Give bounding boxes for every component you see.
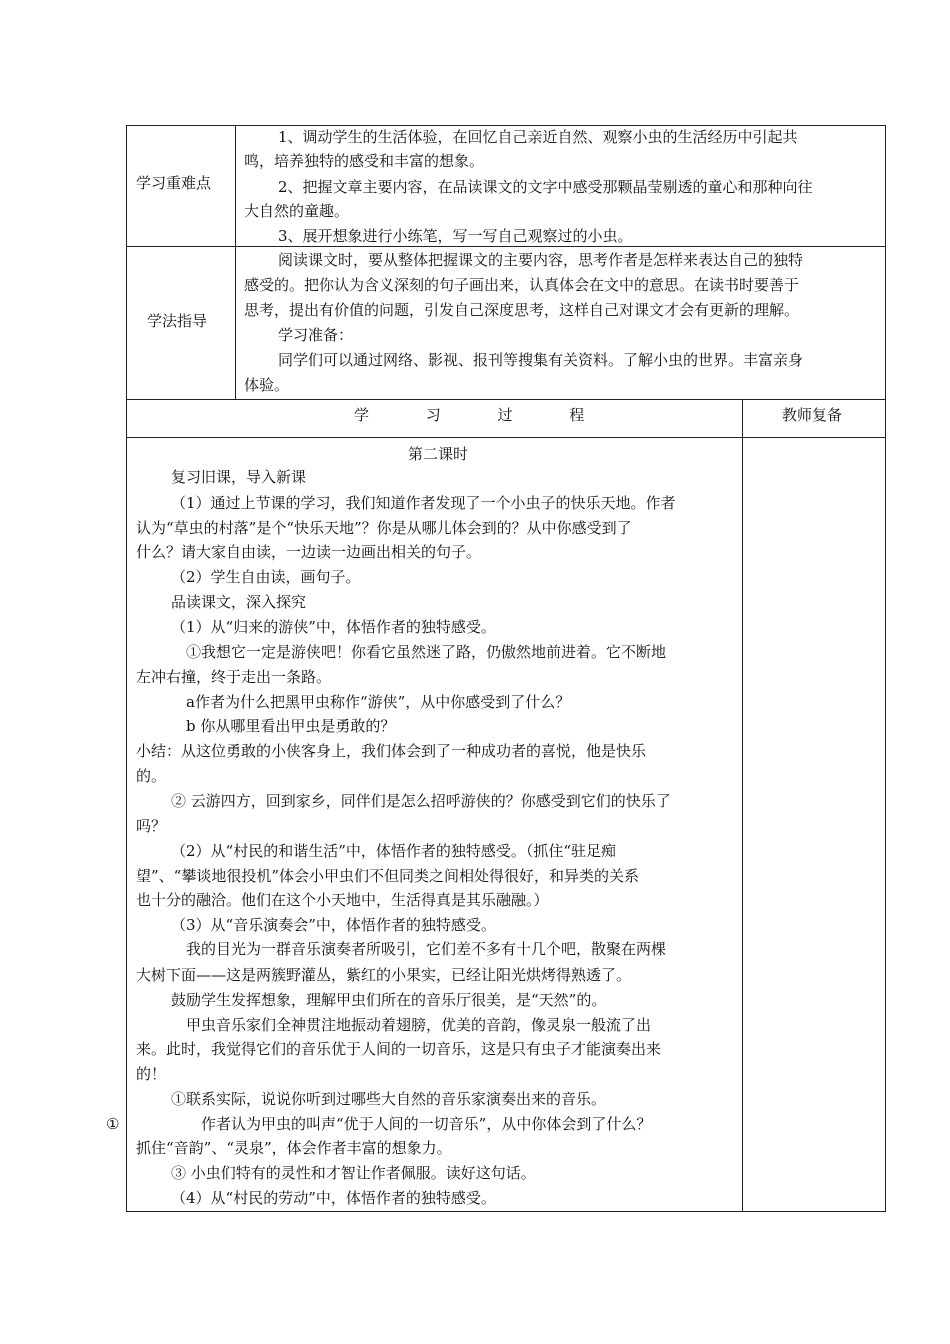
margin-circled-number: ① <box>106 1115 120 1133</box>
table-border-top <box>126 125 886 126</box>
body-line: 小结：从这位勇敢的小侠客身上，我们体会到了一种成功者的喜悦，他是快乐 <box>136 742 647 760</box>
row-divider-2 <box>126 399 886 400</box>
body-line: （1）从“归来的游侠”中，体悟作者的独特感受。 <box>171 618 496 636</box>
body-line: （1）通过上节课的学习，我们知道作者发现了一个小虫子的快乐天地。作者 <box>171 494 676 512</box>
body-line: ①联系实际，说说你听到过哪些大自然的音乐家演奏出来的音乐。 <box>171 1090 607 1108</box>
key-points-line: 大自然的童趣。 <box>244 202 350 220</box>
body-line: ①我想它一定是游侠吧！你看它虽然迷了路，仍傲然地前进着。它不断地 <box>186 643 667 661</box>
body-line: 大树下面——这是两簇野灌丛，紫红的小果实，已经让阳光烘烤得熟透了。 <box>136 966 632 984</box>
method-guide-line: 体验。 <box>244 376 290 394</box>
body-line: 左冲右撞，终于走出一条路。 <box>136 668 332 686</box>
body-line: b 你从哪里看出甲虫是勇敢的？ <box>186 717 396 735</box>
method-guide-line: 感受的。把你认为含义深刻的句子画出来，认真体会在文中的意思。在读书时要善于 <box>244 276 800 294</box>
method-guide-line: 思考，提出有价值的问题，引发自己深度思考，这样自己对课文才会有更新的理解。 <box>244 301 800 319</box>
lesson-title: 第二课时 <box>408 445 469 463</box>
table-border-left <box>126 125 127 1212</box>
body-line: 我的目光为一群音乐演奏者所吸引，它们差不多有十几个吧，散聚在两棵 <box>186 940 667 958</box>
row-label-method-guide: 学法指导 <box>147 312 208 330</box>
row-divider-3 <box>126 437 886 438</box>
body-line: 复习旧课，导入新课 <box>171 468 307 486</box>
body-line: ② 云游四方，回到家乡，同伴们是怎么招呼游侠的？你感受到它们的快乐了 <box>171 792 671 810</box>
body-line: 品读课文，深入探究 <box>171 593 307 611</box>
method-guide-line: 同学们可以通过网络、影视、报刊等搜集有关资料。了解小虫的世界。丰富亲身 <box>278 351 804 369</box>
key-points-line: 1、调动学生的生活体验，在回忆自己亲近自然、观察小虫的生活经历中引起共 <box>278 128 798 146</box>
body-line: 鼓励学生发挥想象，理解甲虫们所在的音乐厅很美，是“天然”的。 <box>171 991 607 1009</box>
body-line: ③ 小虫们特有的灵性和才智让作者佩服。读好这句话。 <box>171 1164 536 1182</box>
body-line: 望”、“攀谈地很投机”体会小甲虫们不但同类之间相处得很好，和异类的关系 <box>136 867 640 885</box>
body-line: 认为“草虫的村落”是个“快乐天地”？你是从哪儿体会到的？从中你感受到了 <box>136 519 632 537</box>
body-line: 甲虫音乐家们全神贯注地振动着翅膀，优美的音韵，像灵泉一般流了出 <box>186 1016 652 1034</box>
body-line: 的！ <box>136 1065 167 1083</box>
body-line: （4）从“村民的劳动”中，体悟作者的独特感受。 <box>171 1189 496 1207</box>
body-line: 来。此时，我觉得它们的音乐优于人间的一切音乐，这是只有虫子才能演奏出来 <box>136 1040 662 1058</box>
teacher-column-divider <box>742 399 743 1212</box>
body-line: 抓住“音韵”、“灵泉”，体会作者丰富的想象力。 <box>136 1139 452 1157</box>
body-line: 的。 <box>136 767 167 785</box>
row-label-key-points: 学习重难点 <box>136 174 212 192</box>
method-guide-line: 阅读课文时，要从整体把握课文的主要内容，思考作者是怎样来表达自己的独特 <box>278 251 804 269</box>
key-points-line: 鸣，培养独特的感受和丰富的想象。 <box>244 152 485 170</box>
body-line: 什么？请大家自由读，一边读一边画出相关的句子。 <box>136 543 482 561</box>
key-points-line: 2、把握文章主要内容，在品读课文的文字中感受那颗晶莹剔透的童心和那种向往 <box>278 178 813 196</box>
row-divider-1 <box>126 246 886 247</box>
body-line: （3）从“音乐演奏会”中，体悟作者的独特感受。 <box>171 916 496 934</box>
table-border-bottom <box>126 1211 886 1212</box>
method-guide-line: 学习准备： <box>278 326 354 344</box>
label-column-divider <box>235 125 236 399</box>
body-line: 吗？ <box>136 817 167 835</box>
body-line: 作者认为甲虫的叫声“优于人间的一切音乐”，从中你体会到了什么？ <box>201 1115 652 1133</box>
body-line: （2）学生自由读，画句子。 <box>171 568 361 586</box>
body-line: a作者为什么把黑甲虫称作“游侠”，从中你感受到了什么？ <box>186 693 571 711</box>
key-points-line: 3、展开想象进行小练笔，写一写自己观察过的小虫。 <box>278 227 633 245</box>
process-header: 学 习 过 程 <box>354 406 611 424</box>
body-line: 也十分的融洽。他们在这个小天地中，生活得真是其乐融融。） <box>136 891 549 909</box>
table-border-right <box>885 125 886 1212</box>
teacher-notes-header: 教师复备 <box>782 406 843 424</box>
body-line: （2）从“村民的和谐生活”中，体悟作者的独特感受。（抓住“驻足痴 <box>171 842 617 860</box>
